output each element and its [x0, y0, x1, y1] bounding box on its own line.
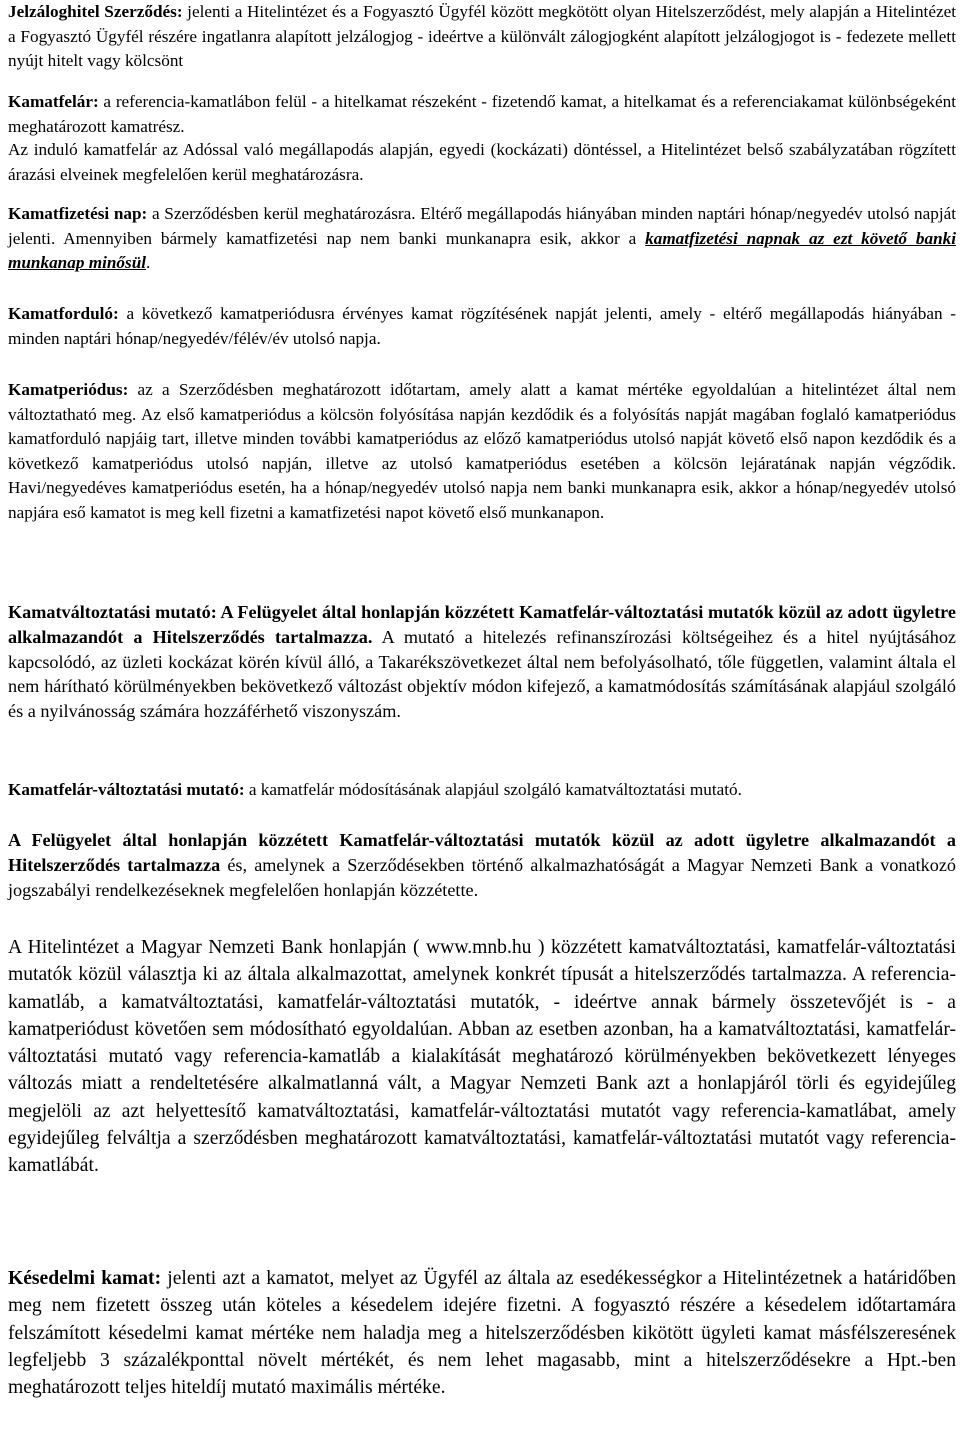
paragraph-indulo-kamatfelar	[8, 138, 956, 187]
paragraph-kamatfelar-valtoztatasi-mutato	[8, 778, 956, 803]
definition-text: jelenti azt a kamatot, melyet az Ügyfél az általa az esedékességkor a Hitelintézetnek a határidőben meg nem fizetett összeg után köteles a késedelem idejére fizetni. A fogyasztó részére a késedelem időtartamára felszámított késedelmi kamat mértéke nem haladja meg a hitelszerződésben kikötött ügyleti kamat másfélszeresének legfeljebb 3 százalékponttal növelt mértékét, és nem lehet magasabb, mint a hitelszerződésekre a Hpt.-ben meghatározott teljes hiteldíj mutató maximális mértéke.	[8, 1268, 956, 1399]
term-kamatfizetesi-nap: Kamatfizetési nap:	[8, 204, 148, 223]
bold-statement: A Felügyelet által honlapján közzétett Kamatfelár-változtatási mutatók közül az adott ügyletre alkalmazandót a Hitelszerződés tartalmazza	[8, 830, 956, 875]
term-kamatperiodus: Kamatperiódus:	[8, 380, 129, 399]
sentence-end: .	[146, 253, 151, 273]
paragraph-text: és, amelynek a Szerződésekben történő alkalmazhatóságát a Magyar Nemzeti Bank a vonatkozó jogszabályi rendelkezéseknek megfelelően honlapján közzétette.	[8, 854, 956, 900]
paragraph-mnb	[8, 934, 956, 1180]
paragraph-kamatperiodus	[8, 378, 956, 526]
term-kamatfelar-valtoztatasi-mutato: Kamatfelár-változtatási mutató:	[8, 780, 245, 799]
definition-text: jelenti a Hitelintézet és a Fogyasztó Ügyfél között megkötött olyan Hitelszerződést, mely alapján a Hitelintézet a Fogyasztó Ügyfél részére ingatlanra alapított jelzálogjog - ideértve a különvált zálogjogként alapított jelzálogjogot is - fedezete mellett nyújt hitelt vagy kölcsönt	[8, 2, 956, 71]
paragraph-felugyelet	[8, 828, 956, 902]
definition-text: A mutató a hitelezés refinanszírozási költségeihez és a hitel nyújtásához kapcsolódó, az üzleti kockázat körén kívül álló, a Takarékszövetkezet által nem befolyásolható, tőle független, valamint általa el nem hárítható körülményekben bekövetkező változást objektív módon kifejező, a kamatmódosítás számításának alapjául szolgáló és a nyilvánosság számára hozzáférhető viszonyszám.	[8, 626, 957, 722]
definition-text: a kamatfelár módosításának alapjául szolgáló kamatváltoztatási mutató.	[244, 780, 742, 799]
paragraph-jelzaloghitel	[8, 0, 956, 74]
definition-text: a következő kamatperiódusra érvényes kamat rögzítésének napját jelenti, amely - eltérő megállapodás hiányában - minden naptári hónap/negyedév/félév/év utolsó napja.	[8, 304, 956, 348]
definition-text: az a Szerződésben meghatározott időtartam, amely alatt a kamat mértéke egyoldalúan a hitelintézet által nem változtatható meg. Az első kamatperiódus a kölcsön folyósítása napján kezdődik és a folyósítás napját magában foglaló kamatperiódus kamatforduló napjáig tart, illetve minden további kamatperiódus az előző kamatperiódus utolsó napját követő első napon kezdődik és a következő kamatperiódus utolsó napján, illetve az utolsó kamatperiódus esetében a kölcsön lejáratának napján végződik. Havi/negyedéves kamatperiódus esetén, ha a hónap/negyedév utolsó napja nem banki munkanapra esik, akkor a hónap/negyedév utolsó napjára eső kamatot is meg kell fizetni a kamatfizetési napot követő első munkanapon.	[8, 380, 956, 522]
definition-text: a referencia-kamatlábon felül - a hitelkamat részeként - fizetendő kamat, a hitelkamat és a referenciakamat különbségeként meghatározott kamatrész.	[8, 92, 956, 136]
term-kamatfordulo: Kamatforduló:	[8, 304, 119, 323]
definition-text: a Szerződésben kerül meghatározásra. Eltérő megállapodás hiányában minden naptári hónap/negyedév utolsó napját jelenti. Amennyiben bármely kamatfizetési nap nem banki munkanapra esik, akkor a	[8, 204, 956, 248]
emphasized-text: kamatfizetési napnak az ezt követő banki munkanap minősül	[8, 228, 956, 273]
term-kamatfelar: Kamatfelár:	[8, 92, 99, 111]
paragraph-kamatvaltoztatasi-mutato	[8, 600, 956, 724]
paragraph-text: A Hitelintézet a Magyar Nemzeti Bank honlapján ( www.mnb.hu ) közzétett kamatváltoztatási, kamatfelár-változtatási mutatók közül választja ki az általa alkalmazottat, amelynek konkrét típusát a hitelszerződés tartalmazza. A referencia-kamatláb, a kamatváltoztatási, kamatfelár-változtatási mutatók, - ideértve annak bármely összetevőjét is - a kamatperiódust követően sem módosítható egyoldalúan. Abban az esetben azonban, ha a kamatváltoztatási, kamatfelár-változtatási mutató vagy referencia-kamatláb a kialakítását meghatározó körülményekben bekövetkezett lényeges változás miatt a rendeltetésére alkalmatlanná vált, a Magyar Nemzeti Bank azt a honlapjáról törli és egyidejűleg megjelöli az azt helyettesítő kamatváltoztatási, kamatfelár-változtatási mutatót vagy referencia-kamatlábat, amely egyidejűleg felváltja a szerződésben meghatározott kamatváltoztatási, kamatfelár-változtatási mutatót vagy referencia-kamatlábát.	[8, 937, 956, 1177]
term-kesedelmi-kamat: Késedelmi kamat:	[8, 1268, 162, 1289]
paragraph-kamatfordulo	[8, 302, 956, 351]
term-kamatvaltoztatasi-mutato: Kamatváltoztatási mutató:	[8, 602, 217, 622]
paragraph-kamatfizetesi-nap	[8, 202, 956, 276]
paragraph-text: Az induló kamatfelár az Adóssal való megállapodás alapján, egyedi (kockázati) döntéssel, a Hitelintézet belső szabályzatában rögzített árazási elveinek megfelelően kerül meghatározásra.	[8, 140, 956, 184]
paragraph-kamatfelar	[8, 90, 956, 139]
paragraph-kesedelmi-kamat	[8, 1265, 956, 1401]
term-jelzaloghitel: Jelzáloghitel Szerződés:	[8, 2, 183, 21]
bold-statement: A Felügyelet által honlapján közzétett Kamatfelár-változtatási mutatók közül az adott ügyletre alkalmazandót a Hitelszerződés tartalmazza.	[8, 602, 957, 647]
